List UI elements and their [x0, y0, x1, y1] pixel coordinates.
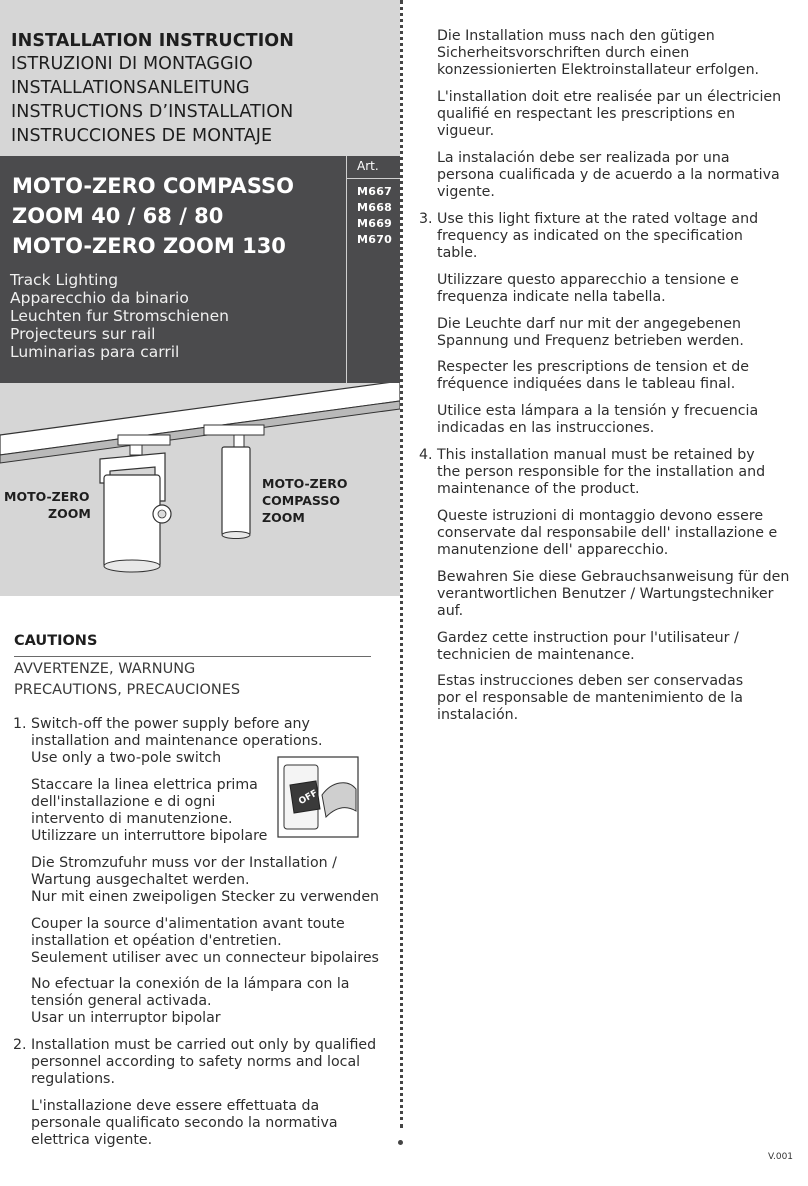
text-line: instalación. — [437, 707, 519, 723]
text-line: conservate dal responsabile dell' installazione e — [437, 525, 778, 541]
product-name: ZOOM 40 / 68 / 80 — [12, 204, 224, 228]
text-line: konzessionierten Elektroinstallateur erfolgen. — [437, 62, 760, 78]
text-line: frequenza indicate nella tabella. — [437, 289, 666, 305]
text-line: installation and maintenance operations. — [31, 733, 323, 749]
text-line: technicien de maintenance. — [437, 647, 635, 663]
product-illustration — [0, 383, 400, 596]
item-number: 1. — [13, 716, 27, 732]
article-code: M669 — [357, 217, 393, 230]
title-block — [0, 0, 400, 156]
text-line: table. — [437, 245, 478, 261]
text-line: Installation must be carried out only by qualified — [31, 1037, 377, 1053]
text-line: La instalación debe ser realizada por una — [437, 150, 730, 166]
text-line: verantwortlichen Benutzer / Wartungstechniker — [437, 586, 774, 602]
text-line: personale qualificato secondo la normativa — [31, 1115, 338, 1131]
text-line: frequency as indicated on the specification — [437, 228, 743, 244]
cautions-subtitle: PRECAUTIONS, PRECAUCIONES — [14, 682, 241, 698]
text-line: Couper la source d'alimentation avant toute — [31, 916, 345, 932]
article-code: M668 — [357, 201, 393, 214]
text-line: manutenzione dell' apparecchio. — [437, 542, 669, 558]
title-es: INSTRUCCIONES DE MONTAJE — [11, 126, 273, 146]
item-number: 2. — [13, 1037, 27, 1053]
label-left-line: ZOOM — [48, 506, 91, 521]
item-number: 3. — [419, 211, 433, 227]
text-line: fréquence indiquées dans le tableau final. — [437, 376, 736, 392]
text-line: Utilice esta lámpara a la tensión y frecuencia — [437, 403, 759, 419]
item-number: 4. — [419, 447, 433, 463]
product-subtitle: Track Lighting — [10, 271, 119, 289]
text-line: Usar un interruptor bipolar — [31, 1010, 221, 1026]
text-line: por el responsable de mantenimiento de la — [437, 690, 743, 706]
text-line: indicadas en las instrucciones. — [437, 420, 655, 436]
text-line: Use only a two-pole switch — [31, 750, 222, 766]
text-line: tensión general activada. — [31, 993, 212, 1009]
label-left-line: MOTO-ZERO — [4, 489, 90, 504]
version-label: V.001 — [768, 1152, 794, 1162]
text-line: vigueur. — [437, 123, 495, 139]
text-line: This installation manual must be retained by — [437, 447, 755, 463]
left-column — [0, 0, 400, 1186]
cautions-subtitle: AVVERTENZE, WARNUNG — [14, 661, 196, 677]
art-label: Art. — [357, 159, 379, 173]
text-line: persona cualificada y de acuerdo a la normativa — [437, 167, 780, 183]
text-line: Die Leuchte darf nur mit der angegebenen — [437, 316, 741, 332]
column-divider — [400, 0, 403, 1128]
text-line: Utilizzare questo apparecchio a tensione e — [437, 272, 739, 288]
text-line: Sicherheitsvorschriften durch einen — [437, 45, 690, 61]
title-fr: INSTRUCTIONS D’INSTALLATION — [11, 102, 294, 122]
text-line: Switch-off the power supply before any — [31, 716, 310, 732]
article-code: M670 — [357, 233, 393, 246]
label-right-line: COMPASSO — [262, 493, 340, 508]
two-pole-switch-icon — [276, 755, 362, 839]
text-line: Use this light fixture at the rated voltage and — [437, 211, 759, 227]
product-subtitle: Apparecchio da binario — [10, 289, 189, 307]
text-line: L'installation doit etre realisée par un électricien — [437, 89, 782, 105]
art-divider — [346, 178, 400, 179]
label-right-line: ZOOM — [262, 510, 305, 525]
text-line: Gardez cette instruction pour l'utilisateur / — [437, 630, 739, 646]
text-line: Queste istruzioni di montaggio devono essere — [437, 508, 764, 524]
text-line: No efectuar la conexión de la lámpara con la — [31, 976, 350, 992]
text-line: Wartung ausgechaltet werden. — [31, 872, 250, 888]
text-line: Utilizzare un interruttore bipolare — [31, 828, 268, 844]
title-de: INSTALLATIONSANLEITUNG — [11, 78, 250, 98]
text-line: dell'installazione e di ogni — [31, 794, 216, 810]
cautions-divider — [14, 656, 371, 657]
text-line: Die Installation muss nach den gütigen — [437, 28, 715, 44]
product-subtitle: Projecteurs sur rail — [10, 325, 156, 343]
text-line: personnel according to safety norms and local — [31, 1054, 361, 1070]
divider-end-dot — [398, 1140, 403, 1145]
text-line: regulations. — [31, 1071, 115, 1087]
product-name: MOTO-ZERO COMPASSO — [12, 174, 294, 198]
label-right-line: MOTO-ZERO — [262, 476, 348, 491]
text-line: elettrica vigente. — [31, 1132, 153, 1148]
text-line: Staccare la linea elettrica prima — [31, 777, 258, 793]
text-line: L'installazione deve essere effettuata da — [31, 1098, 320, 1114]
text-line: Respecter les prescriptions de tension et de — [437, 359, 749, 375]
product-divider — [346, 156, 347, 383]
title-it: ISTRUZIONI DI MONTAGGIO — [11, 54, 253, 74]
text-line: Nur mit einen zweipoligen Stecker zu verwenden — [31, 889, 380, 905]
text-line: vigente. — [437, 184, 495, 200]
text-line: qualifié en respectant les prescriptions en — [437, 106, 736, 122]
text-line: installation et opéation d'entretien. — [31, 933, 282, 949]
text-line: Bewahren Sie diese Gebrauchsanweisung für den — [437, 569, 790, 585]
text-line: Die Stromzufuhr muss vor der Installation / — [31, 855, 337, 871]
product-subtitle: Leuchten fur Stromschienen — [10, 307, 229, 325]
text-line: auf. — [437, 603, 464, 619]
title-en: INSTALLATION INSTRUCTION — [11, 31, 295, 51]
article-code: M667 — [357, 185, 393, 198]
switch-off-text: OFF — [297, 788, 320, 808]
text-line: Spannung und Frequenz betrieben werden. — [437, 333, 744, 349]
cautions-title: CAUTIONS — [14, 633, 98, 649]
product-subtitle: Luminarias para carril — [10, 343, 180, 361]
text-line: maintenance of the product. — [437, 481, 640, 497]
text-line: the person responsible for the installation and — [437, 464, 766, 480]
text-line: intervento di manutenzione. — [31, 811, 233, 827]
product-block — [0, 156, 400, 383]
text-line: Seulement utiliser avec un connecteur bipolaires — [31, 950, 379, 966]
product-name: MOTO-ZERO ZOOM 130 — [12, 234, 286, 258]
text-line: Estas instrucciones deben ser conservadas — [437, 673, 744, 689]
